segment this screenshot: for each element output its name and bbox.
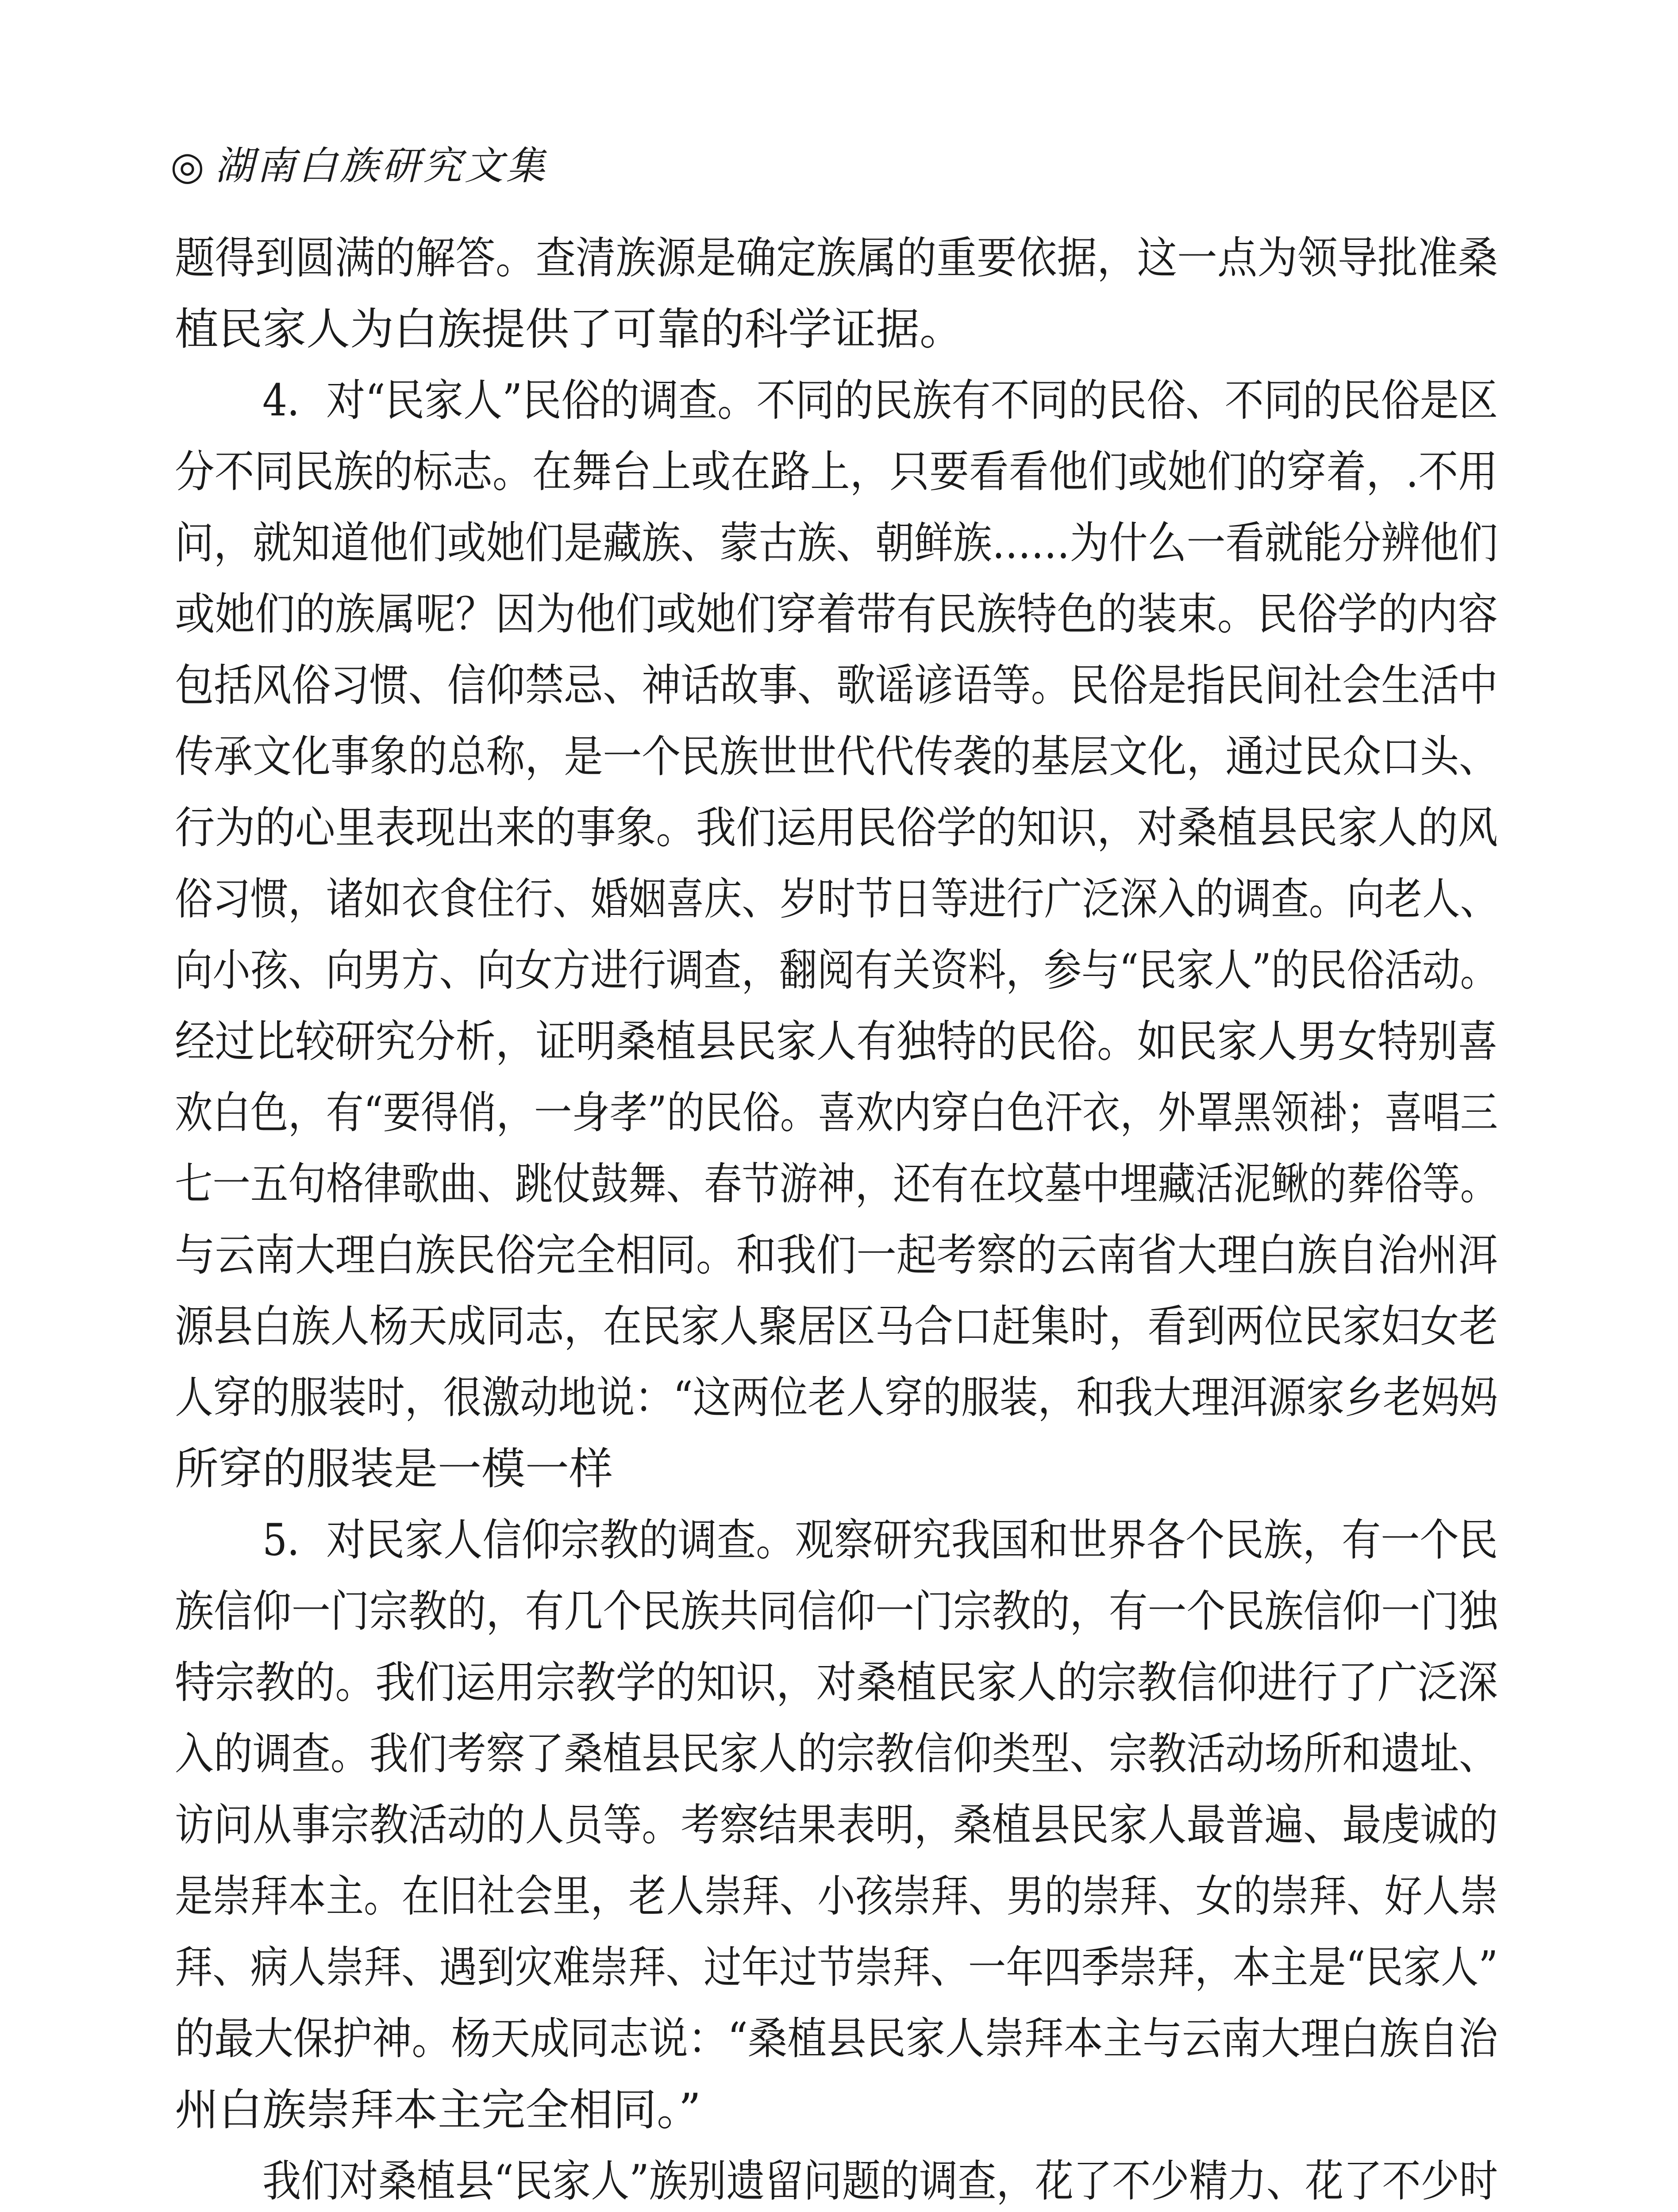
circle-mark-icon: ◎: [170, 143, 207, 188]
text-line: 分不同民族的标志。在舞台上或在路上，只要看看他们或她们的穿着，.不用: [175, 446, 1498, 497]
text-line: 入的调查。我们考察了桑植县民家人的宗教信仰类型、宗教活动场所和遗址、: [175, 1728, 1498, 1779]
text-line: 4．对“民家人”民俗的调查。不同的民族有不同的民俗、不同的民俗是区: [262, 375, 1498, 426]
text-line: 人穿的服装时，很激动地说：“这两位老人穿的服装，和我大理洱源家乡老妈妈: [175, 1372, 1498, 1423]
text-line: 经过比较研究分析，证明桑植县民家人有独特的民俗。如民家人男女特别喜: [175, 1016, 1498, 1067]
running-header: [170, 142, 548, 190]
text-line: 问，就知道他们或她们是藏族、蒙古族、朝鲜族……为什么一看就能分辨他们: [175, 518, 1498, 568]
text-line: 州白族崇拜本主完全相同。”: [175, 2085, 701, 2135]
text-line: 所穿的服装是一模一样: [175, 1444, 613, 1494]
text-line: 特宗教的。我们运用宗教学的知识，对桑植民家人的宗教信仰进行了广泛深: [175, 1657, 1498, 1708]
text-line: 拜、病人崇拜、遇到灾难崇拜、过年过节崇拜、一年四季崇拜，本主是“民家人”: [175, 1942, 1498, 1993]
text-line: 包括风俗习惯、信仰禁忌、神话故事、歌谣谚语等。民俗是指民间社会生活中: [175, 660, 1498, 711]
text-line: 传承文化事象的总称，是一个民族世世代代传袭的基层文化，通过民众口头、: [175, 731, 1498, 782]
text-line: 的最大保护神。杨天成同志说：“桑植县民家人崇拜本主与云南大理白族自治: [175, 2013, 1498, 2064]
book-title: 湖南白族研究文集: [215, 143, 548, 188]
text-line: 植民家人为白族提供了可靠的科学证据。: [175, 304, 963, 355]
text-line: 或她们的族属呢？因为他们或她们穿着带有民族特色的装束。民俗学的内容: [175, 589, 1498, 640]
text-line: 向小孩、向男方、向女方进行调查，翻阅有关资料，参与“民家人”的民俗活动。: [175, 945, 1498, 996]
body-text: [175, 223, 1498, 2212]
text-line: 俗习惯，诸如衣食住行、婚姻喜庆、岁时节日等进行广泛深入的调查。向老人、: [175, 874, 1498, 925]
text-line: 是崇拜本主。在旧社会里，老人崇拜、小孩崇拜、男的崇拜、女的崇拜、好人崇: [175, 1871, 1498, 1922]
text-line: 行为的心里表现出来的事象。我们运用民俗学的知识，对桑植县民家人的风: [175, 803, 1498, 853]
text-line: 欢白色，有“要得俏，一身孝”的民俗。喜欢内穿白色汗衣，外罩黑领褂；喜唱三: [175, 1087, 1498, 1138]
text-line: 七一五句格律歌曲、跳仗鼓舞、春节游神，还有在坟墓中埋藏活泥鳅的葬俗等。: [175, 1159, 1498, 1210]
text-line: 与云南大理白族民俗完全相同。和我们一起考察的云南省大理白族自治州洱: [175, 1230, 1498, 1281]
text-line: 族信仰一门宗教的，有几个民族共同信仰一门宗教的，有一个民族信仰一门独: [175, 1586, 1498, 1637]
text-line: 5．对民家人信仰宗教的调查。观察研究我国和世界各个民族，有一个民: [262, 1515, 1498, 1566]
text-line: 源县白族人杨天成同志，在民家人聚居区马合口赶集时，看到两位民家妇女老: [175, 1301, 1498, 1352]
text-line: 访问从事宗教活动的人员等。考察结果表明，桑植县民家人最普遍、最虔诚的: [175, 1800, 1498, 1851]
text-line: 我们对桑植县“民家人”族别遗留问题的调查，花了不少精力、花了不少时: [262, 2156, 1498, 2207]
text-line: 题得到圆满的解答。查清族源是确定族属的重要依据，这一点为领导批准桑: [175, 233, 1498, 284]
